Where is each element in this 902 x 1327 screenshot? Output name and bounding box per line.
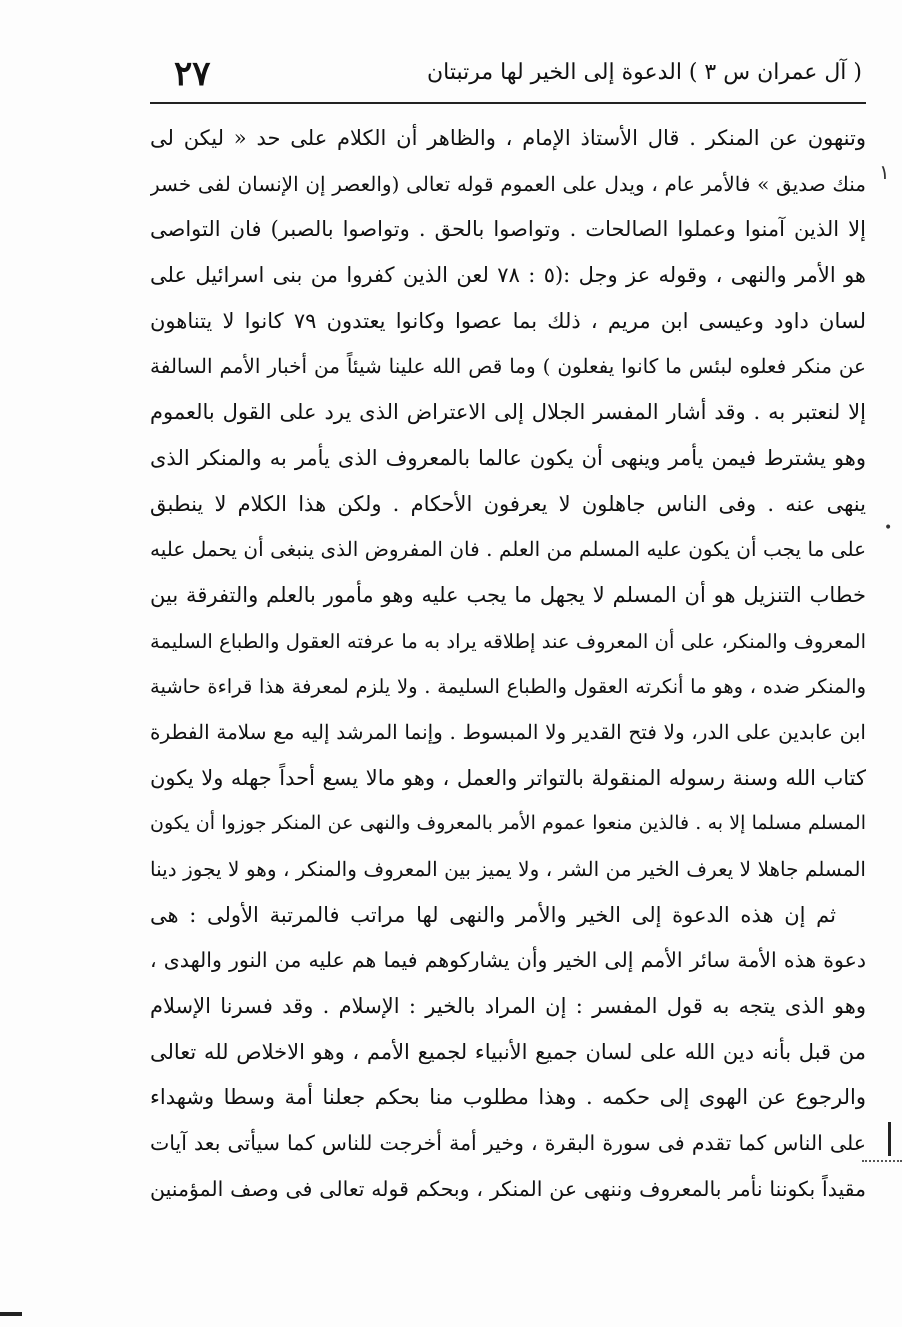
text-line: لسان داود وعيسى ابن مريم ، ذلك بما عصوا وكانوا يعتدون ٧٩ كانوا لا يتناهون (150, 308, 866, 333)
text-line: من قبل بأنه دين الله على لسان جميع الأنبياء لجميع الأمم ، وهو الاخلاص لله تعالى (150, 1039, 866, 1064)
text-line: وهو الذى يتجه به قول المفسر : إن المراد بالخير : الإسلام . وقد فسرنا الإسلام (150, 994, 866, 1019)
page-number: ٢٧ (174, 54, 211, 94)
text-line: على الناس كما تقدم فى سورة البقرة ، وخير أمة أخرجت للناس كما سيأتى بعد آيات (150, 1131, 866, 1156)
text-line: والمنكر ضده ، وهو ما أنكرته العقول والطباع السليمة . ولا يلزم لمعرفة هذا قراءة حاشية (150, 675, 866, 699)
text-line: المسلم جاهلا لا يعرف الخير من الشر ، ولا يميز بين المعروف والمنكر ، وهو لا يجوز دينا (150, 857, 866, 881)
text-line: مقيداً بكوننا نأمر بالمعروف وننهى عن المنكر ، وبحكم قوله تعالى فى وصف المؤمنين (150, 1176, 866, 1201)
margin-dots (862, 1160, 902, 1164)
text-line: كتاب الله وسنة رسوله المنقولة بالتواتر والعمل ، وهو مالا يسع أحداً جهله ولا يكون (150, 765, 866, 790)
margin-dot: • (884, 520, 893, 536)
margin-bar (888, 1122, 891, 1156)
text-line: على ما يجب أن يكون عليه المسلم من العلم . فان المفروض الذى ينبغى أن يحمل عليه (150, 537, 866, 562)
text-line: وتنهون عن المنكر . قال الأستاذ الإمام ، والظاهر أن الكلام على حد « ليكن لى (150, 126, 866, 150)
text-line: إلا الذين آمنوا وعملوا الصالحات . وتواصوا بالحق . وتواصوا بالصبر) فان التواصى (150, 217, 866, 242)
text-line: عن منكر فعلوه لبئس ما كانوا يفعلون ) وما قص الله علينا شيئاً من أخبار الأمم السالفة (150, 354, 866, 379)
text-line: دعوة هذه الأمة سائر الأمم إلى الخير وأن يشاركوهم فيما هم عليه من النور والهدى ، (150, 948, 866, 973)
header-rule (150, 102, 866, 104)
section-title: الدعوة إلى الخير لها مرتبتان (426, 60, 682, 85)
margin-mark: ١ (879, 160, 890, 184)
text-line: هو الأمر والنهى ، وقوله عز وجل :(٥ : ٧٨ لعن الذين كفروا من بنى اسرائيل على (150, 263, 866, 288)
corner-mark (0, 1312, 22, 1316)
body-text (150, 116, 866, 1213)
paragraph-start-line: ثم إن هذه الدعوة إلى الخير والأمر والنهى لها مراتب فالمرتبة الأولى : هى (150, 902, 836, 927)
text-line: خطاب التنزيل هو أن المسلم لا يجهل ما يجب عليه وهو مأمور بالعلم والتفرقة بين (150, 582, 866, 607)
text-line: والرجوع عن الهوى إلى حكمه . وهذا مطلوب منا بحكم جعلنا أمة وسطا وشهداء (150, 1085, 866, 1110)
text-line: ينهى عنه . وفى الناس جاهلون لا يعرفون الأحكام . ولكن هذا الكلام لا ينطبق (150, 491, 866, 516)
text-line: وهو يشترط فيمن يأمر وينهى أن يكون عالما بالمعروف الذى يأمر به والمنكر الذى (150, 445, 866, 470)
text-line: منك صديق » فالأمر عام ، ويدل على العموم قوله تعالى (والعصر إن الإنسان لفى خسر (150, 171, 866, 196)
running-header (150, 56, 862, 100)
sura-reference: ( آل عمران س ٣ ) (688, 60, 862, 85)
text-line: المسلم مسلما إلا به . فالذين منعوا عموم الأمر بالمعروف والنهى عن المنكر جوزوا أن يكون (150, 812, 866, 835)
text-line: ابن عابدين على الدر، ولا فتح القدير ولا المبسوط . وإنما المرشد إليه مع سلامة الفطرة (150, 719, 866, 744)
text-line: المعروف والمنكر، على أن المعروف عند إطلاقه يراد به ما عرفته العقول والطباع السليمة (150, 629, 866, 653)
text-line: إلا لنعتبر به . وقد أشار المفسر الجلال إلى الاعتراض الذى يرد على القول بالعموم (150, 400, 866, 425)
